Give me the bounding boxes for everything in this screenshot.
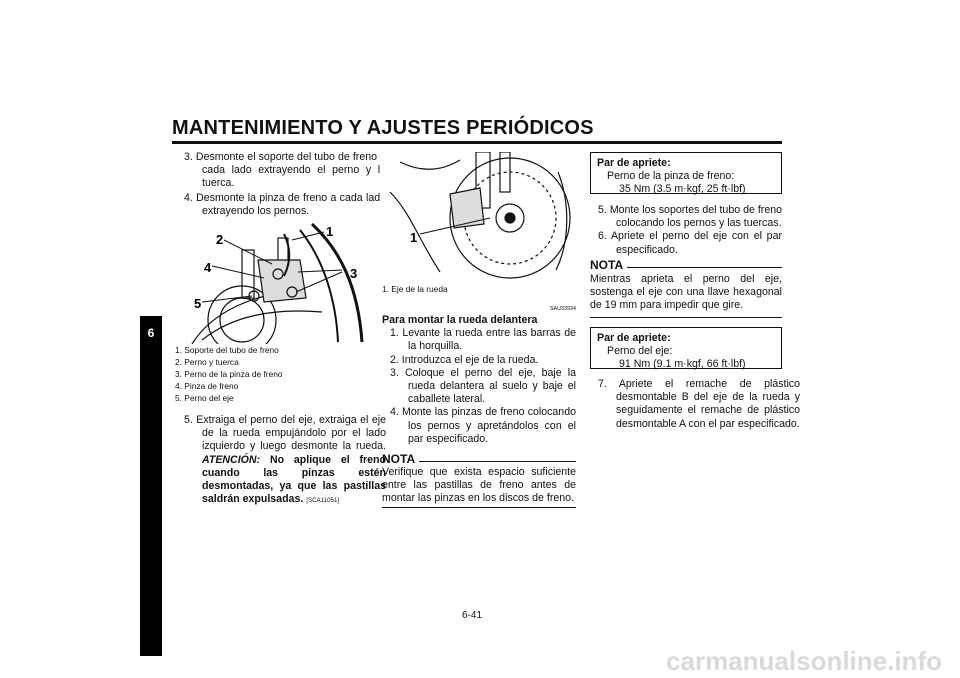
torque-box-1	[590, 152, 782, 194]
torque-item: Perno del eje:	[607, 344, 673, 357]
caption-item: 5. Perno del eje	[175, 393, 234, 404]
nota-title: NOTA	[382, 452, 416, 466]
caption-item: 2. Perno y tuerca	[175, 357, 239, 368]
caption-item: 1. Soporte del tubo de freno	[175, 345, 279, 355]
torque-title: Par de apriete:	[597, 332, 671, 344]
photo-label-1: 1	[326, 224, 334, 239]
chapter-tab	[140, 316, 162, 656]
step-5	[184, 414, 386, 507]
photo-label-3: 3	[350, 266, 358, 281]
atencion-label: ATENCIÓN:	[202, 453, 261, 466]
torque-title: Par de apriete:	[597, 157, 671, 169]
page-title: MANTENIMIENTO Y AJUSTES PERIÓDICOS	[172, 117, 594, 139]
photo-label-4: 4	[204, 260, 212, 275]
nota-text-1: Verifique que exista espacio suficiente entre las pastillas de freno antes de montar las pinzas en los discos de freno.	[382, 466, 576, 505]
mount-step-4: 4. Monte las pinzas de freno colocando los pernos y apretándolos con el par especificado.	[390, 406, 576, 445]
title-rule	[172, 141, 782, 144]
step-4: 4. Desmonte la pinza de freno a cada lado extrayendo los pernos.	[184, 192, 386, 218]
nota-line	[419, 461, 576, 462]
reference-code: [SCA11051]	[306, 497, 340, 505]
caption-axle: 1. Eje de la rueda	[382, 284, 448, 294]
mount-step-2: 2. Introduzca el eje de la rueda.	[390, 353, 539, 366]
photo-label-5: 5	[194, 296, 202, 311]
nota-header-1	[382, 452, 576, 466]
mount-step-1: 1. Levante la rueda entre las barras de la horquilla.	[390, 327, 576, 353]
caliper-photo	[172, 220, 368, 344]
axle-photo	[380, 152, 576, 280]
step-3: 3. Desmonte el soporte del tubo de freno a cada lado extrayendo el perno y la tuerca.	[184, 151, 386, 190]
atencion-warning: No aplique el freno cuando las pinzas estén desmontadas, ya que las pastillas saldrán expulsadas.	[202, 453, 386, 506]
caption-item: 4. Pinza de freno	[175, 381, 239, 392]
chapter-tab-number: 6	[147, 326, 155, 340]
install-step-5: 5. Monte los soportes del tubo de freno colocando los pernos y las tuercas.	[598, 204, 782, 230]
mount-section	[382, 314, 576, 446]
photo-label-axle: 1	[410, 230, 418, 245]
caption-list-1	[175, 344, 371, 404]
nota-title: NOTA	[590, 258, 624, 272]
torque-value: 35 Nm (3.5 m·kgf, 25 ft·lbf)	[619, 182, 746, 195]
section-heading: Para montar la rueda delantera	[382, 314, 538, 326]
install-steps	[590, 204, 782, 257]
nota-line	[627, 267, 782, 268]
mount-step-3: 3. Coloque el perno del eje, baje la rueda delantera al suelo y baje el caballete lateral.	[390, 366, 576, 406]
page-number: 6-41	[462, 610, 483, 621]
nota-end-rule-2	[590, 317, 782, 318]
caption-item: 3. Perno de la pinza de freno	[175, 369, 283, 380]
install-step-7: 7. Apriete el remache de plástico desmontable B del eje de la rueda y seguidamente el remache de plástico desmontable A con el par especificado.	[598, 378, 800, 430]
section-code: SAU33934	[549, 306, 576, 312]
photo-label-2: 2	[216, 232, 224, 247]
nota-header-2	[590, 258, 782, 272]
torque-box-2	[590, 327, 782, 369]
torque-value: 91 Nm (9.1 m·kgf, 66 ft·lbf)	[619, 357, 746, 370]
nota-text-2: Mientras aprieta el perno del eje, sostenga el eje con una llave hexagonal de 19 mm para impedir que gire.	[590, 273, 782, 312]
nota-end-rule-1	[382, 507, 576, 508]
watermark: carmanualsonline.info	[666, 646, 942, 676]
step-5-text: 5. Extraiga el perno del eje, extraiga el eje de la rueda empujándolo por el lado izquierdo y luego desmonte la rueda.	[184, 414, 386, 453]
torque-item: Perno de la pinza de freno:	[607, 169, 735, 182]
install-step-6: 6. Apriete el perno del eje con el par especificado.	[598, 230, 782, 256]
